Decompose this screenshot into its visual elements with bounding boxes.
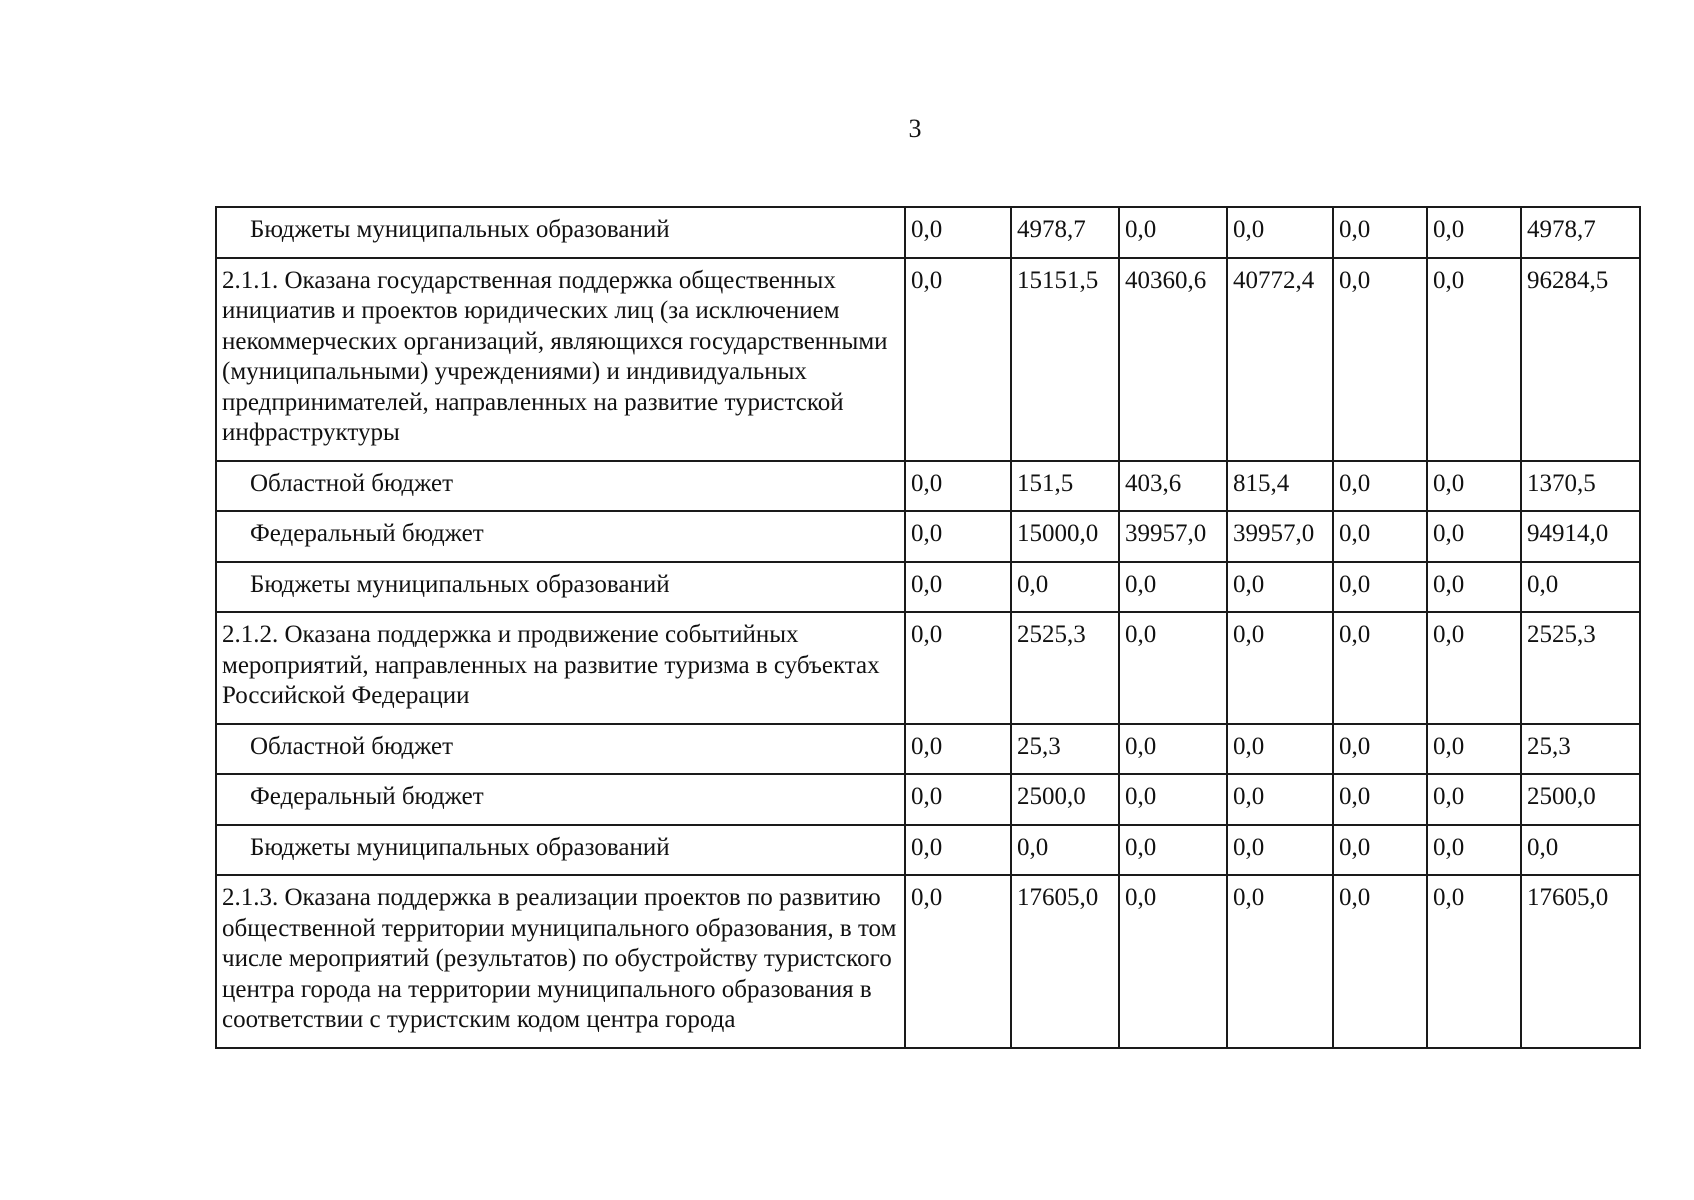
row-value: 25,3 [1011,724,1119,775]
row-value: 0,0 [1333,511,1427,562]
row-value: 0,0 [1427,612,1521,724]
row-value: 15000,0 [1011,511,1119,562]
row-value: 2500,0 [1521,774,1640,825]
table-row [216,258,1640,461]
table-row [216,562,1640,613]
row-value: 4978,7 [1521,207,1640,258]
row-label: Бюджеты муниципальных образований [216,562,905,613]
row-value: 0,0 [1427,258,1521,461]
row-value: 0,0 [905,207,1011,258]
row-value: 40360,6 [1119,258,1227,461]
row-value: 0,0 [1427,825,1521,876]
table-row [216,825,1640,876]
row-value: 0,0 [1333,207,1427,258]
row-value: 0,0 [1333,875,1427,1048]
row-value: 0,0 [905,724,1011,775]
row-value: 0,0 [1119,724,1227,775]
row-value: 0,0 [1119,612,1227,724]
row-value: 0,0 [1427,724,1521,775]
row-value: 0,0 [1521,562,1640,613]
row-label: 2.1.1. Оказана государственная поддержка общественных инициатив и проектов юридических лиц (за исключением некоммерческих организаций, являющихся государственными (муниципальными) учреждениями) и индивидуальных предпринимателей, направленных на развитие туристской инфраструктуры [216,258,905,461]
row-value: 0,0 [1427,562,1521,613]
row-value: 17605,0 [1521,875,1640,1048]
row-label: Областной бюджет [216,724,905,775]
table-row [216,724,1640,775]
row-value: 0,0 [1333,774,1427,825]
row-value: 0,0 [905,825,1011,876]
row-value: 0,0 [1333,461,1427,512]
table-row [216,875,1640,1048]
row-value: 2525,3 [1011,612,1119,724]
row-value: 0,0 [1011,825,1119,876]
row-label: Бюджеты муниципальных образований [216,825,905,876]
row-value: 0,0 [1427,774,1521,825]
row-value: 0,0 [1227,875,1333,1048]
row-value: 0,0 [905,875,1011,1048]
row-value: 403,6 [1119,461,1227,512]
row-value: 0,0 [1119,875,1227,1048]
page-number: 3 [908,114,922,143]
row-label: 2.1.2. Оказана поддержка и продвижение событийных мероприятий, направленных на развитие туризма в субъектах Российской Федерации [216,612,905,724]
row-value: 0,0 [1427,461,1521,512]
table-row [216,207,1640,258]
row-value: 0,0 [905,774,1011,825]
table-row [216,774,1640,825]
row-value: 39957,0 [1119,511,1227,562]
row-label: Областной бюджет [216,461,905,512]
row-value: 0,0 [905,511,1011,562]
row-value: 0,0 [1427,511,1521,562]
row-label: Федеральный бюджет [216,774,905,825]
row-value: 0,0 [1227,562,1333,613]
table-row [216,461,1640,512]
row-value: 0,0 [905,562,1011,613]
budget-table-body [216,207,1640,1048]
table-row [216,612,1640,724]
table-row [216,511,1640,562]
row-value: 0,0 [1119,562,1227,613]
row-label: Бюджеты муниципальных образований [216,207,905,258]
budget-table [215,206,1641,1049]
row-value: 0,0 [1427,875,1521,1048]
row-value: 2500,0 [1011,774,1119,825]
row-value: 151,5 [1011,461,1119,512]
row-value: 0,0 [1333,724,1427,775]
row-value: 0,0 [1227,612,1333,724]
row-label: Федеральный бюджет [216,511,905,562]
row-value: 0,0 [1011,562,1119,613]
row-value: 0,0 [1119,825,1227,876]
row-value: 0,0 [1119,207,1227,258]
row-value: 94914,0 [1521,511,1640,562]
row-value: 0,0 [1227,825,1333,876]
row-value: 4978,7 [1011,207,1119,258]
row-value: 0,0 [1333,562,1427,613]
row-value: 0,0 [1227,207,1333,258]
row-value: 0,0 [1333,612,1427,724]
row-value: 0,0 [905,612,1011,724]
row-value: 39957,0 [1227,511,1333,562]
row-value: 815,4 [1227,461,1333,512]
row-value: 0,0 [1119,774,1227,825]
row-value: 17605,0 [1011,875,1119,1048]
row-value: 0,0 [1227,774,1333,825]
row-value: 0,0 [1333,825,1427,876]
row-value: 0,0 [1427,207,1521,258]
row-value: 0,0 [905,258,1011,461]
row-value: 40772,4 [1227,258,1333,461]
row-value: 15151,5 [1011,258,1119,461]
row-value: 0,0 [905,461,1011,512]
row-value: 2525,3 [1521,612,1640,724]
row-label: 2.1.3. Оказана поддержка в реализации проектов по развитию общественной территории муниципального образования, в том числе мероприятий (результатов) по обустройству туристского центра города на территории муниципального образования в соответствии с туристским кодом центра города [216,875,905,1048]
row-value: 0,0 [1227,724,1333,775]
row-value: 0,0 [1333,258,1427,461]
row-value: 0,0 [1521,825,1640,876]
row-value: 96284,5 [1521,258,1640,461]
row-value: 1370,5 [1521,461,1640,512]
row-value: 25,3 [1521,724,1640,775]
